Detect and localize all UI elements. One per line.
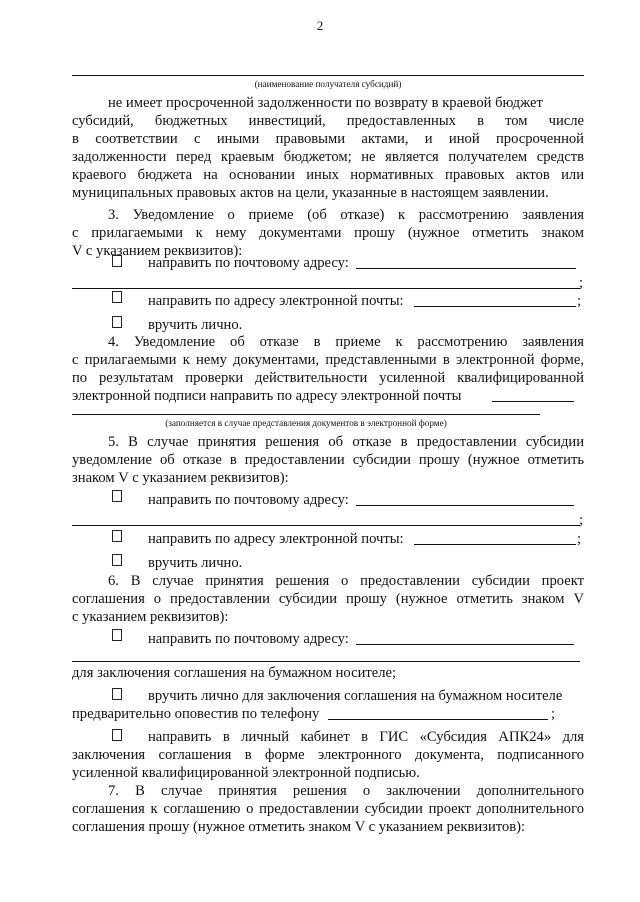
semicolon-3b: ; — [577, 293, 582, 309]
item4-line-3: по результатам проверки действительности усиленной квалифицированной — [72, 370, 584, 386]
opt-hand-paper-label-2: предварительно оповестив по телефону — [72, 706, 320, 722]
intro-line-1: не имеет просроченной задолженности по возврату в краевой бюджет — [108, 95, 543, 111]
checkbox-email-5[interactable] — [112, 530, 122, 542]
intro-line-5: краевого бюджета на основании иных нормативных правовых актов или — [72, 167, 584, 183]
opt-post-label-3: направить по почтовому адресу: — [148, 255, 349, 271]
intro-line-6: муниципальных правовых актов на цели, указанные в настоящем заявлении. — [72, 185, 549, 201]
semicolon-5b: ; — [577, 531, 582, 547]
item5-line-1: 5. В случае принятия решения об отказе в предоставлении субсидии — [108, 434, 584, 450]
post-address-field-5b[interactable] — [72, 525, 580, 526]
phone-field-6[interactable] — [328, 719, 548, 720]
item5-line-3: знаком V с указанием реквизитов): — [72, 470, 289, 486]
item4-line-2: с прилагаемыми к нему документами, представленными в электронной форме, — [72, 352, 584, 368]
item4-line-1: 4. Уведомление об отказе в приеме к рассмотрению заявления — [108, 334, 584, 350]
item3-line-3: V с указанием реквизитов): — [72, 243, 243, 259]
intro-line-4: задолженности перед краевым бюджетом; не является получателем средств — [72, 149, 584, 165]
page-number: 2 — [316, 18, 324, 33]
caption-recipient: (наименование получателя субсидий) — [254, 79, 402, 89]
opt-cabinet-line-3: усиленной квалифицированной электронной подписью. — [72, 765, 420, 781]
semicolon-6: ; — [551, 706, 556, 722]
post-address-field-3b[interactable] — [72, 288, 580, 289]
email-field-4b[interactable] — [72, 414, 540, 415]
post-address-field-6a[interactable] — [356, 644, 574, 645]
opt-post-label-6: направить по почтовому адресу: — [148, 631, 349, 647]
checkbox-post-3[interactable] — [112, 255, 122, 267]
opt-email-label-3: направить по адресу электронной почты: — [148, 293, 404, 309]
item7-line-2: соглашения к соглашению о предоставлении субсидии проект дополнительного — [72, 801, 584, 817]
item7-line-1: 7. В случае принятия решения о заключении дополнительного — [108, 783, 584, 799]
intro-line-2: субсидий, бюджетных инвестиций, предоставленных в том числе — [72, 113, 584, 129]
post-address-field-6b[interactable] — [72, 661, 580, 662]
checkbox-hand-5[interactable] — [112, 554, 122, 566]
email-field-3[interactable] — [414, 306, 576, 307]
paper-note: для заключения соглашения на бумажном носителе; — [72, 665, 397, 681]
email-field-4a[interactable] — [492, 401, 574, 402]
post-address-field-3a[interactable] — [356, 268, 576, 269]
checkbox-post-5[interactable] — [112, 490, 122, 502]
opt-hand-label-3: вручить лично. — [148, 317, 243, 333]
opt-hand-paper-label: вручить лично для заключения соглашения на бумажном носителе — [148, 688, 563, 704]
checkbox-cabinet-6[interactable] — [112, 729, 122, 741]
opt-cabinet-line-2: заключения соглашения в форме электронного документа, подписанного — [72, 747, 584, 763]
item3-line-2: с прилагаемыми к нему документами прошу (нужное отметить знаком — [72, 225, 584, 241]
opt-post-label-5: направить по почтовому адресу: — [148, 492, 349, 508]
checkbox-hand-paper-6[interactable] — [112, 688, 122, 700]
item7-line-3: соглашения прошу (нужное отметить знаком V с указанием реквизитов): — [72, 819, 526, 835]
item5-line-2: уведомление об отказе в предоставлении субсидии прошу (нужное отметить — [72, 452, 584, 468]
checkbox-post-6[interactable] — [112, 629, 122, 641]
item6-line-1: 6. В случае принятия решения о предоставлении субсидии проект — [108, 573, 584, 589]
item4-line-4: электронной подписи направить по адресу электронной почты — [72, 388, 462, 404]
post-address-field-5a[interactable] — [356, 505, 574, 506]
caption-electronic: (заполняется в случае представления документов в электронной форме) — [165, 418, 447, 428]
checkbox-email-3[interactable] — [112, 291, 122, 303]
item3-line-1: 3. Уведомление о приеме (об отказе) к рассмотрению заявления — [108, 207, 584, 223]
item6-line-2: соглашения о предоставлении субсидии прошу (нужное отметить знаком V — [72, 591, 584, 607]
item6-line-3: с указанием реквизитов): — [72, 609, 229, 625]
semicolon-5a: ; — [579, 512, 584, 528]
opt-cabinet-line-1: направить в личный кабинет в ГИС «Субсидия АПК24» для — [148, 729, 584, 745]
recipient-name-field[interactable] — [72, 75, 584, 76]
opt-hand-label-5: вручить лично. — [148, 555, 243, 571]
checkbox-hand-3[interactable] — [112, 316, 122, 328]
email-field-5[interactable] — [414, 544, 576, 545]
intro-line-3: в соответствии с иными правовыми актами, и иной просроченной — [72, 131, 584, 147]
semicolon-3a: ; — [579, 275, 584, 291]
opt-email-label-5: направить по адресу электронной почты: — [148, 531, 404, 547]
